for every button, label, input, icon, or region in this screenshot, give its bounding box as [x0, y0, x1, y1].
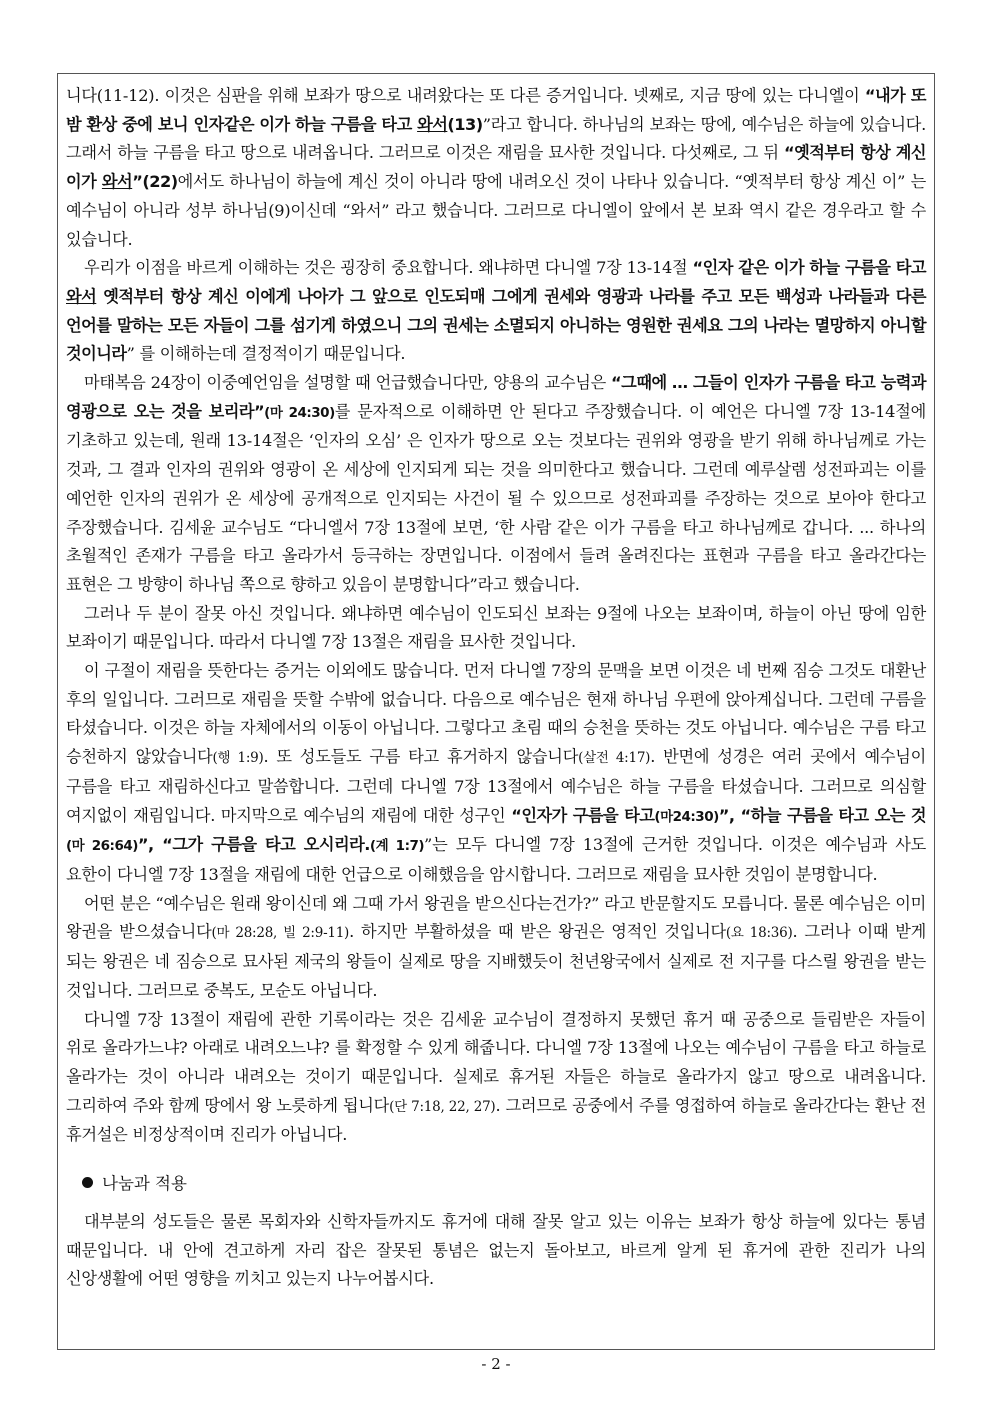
text-run: . 하지만 부활하셨을 때 받은 왕권은 영적인 것입니다 — [349, 922, 726, 942]
text-run: . 그러므로 공중에서 주를 영접하여 하늘로 올라간다는 환난 전 휴거설은 비정상적이며 진리가 아닙니다. — [66, 1095, 926, 1145]
bold-reference: ”(22) — [132, 172, 178, 192]
text-run: 니다(11-12). 이것은 심판을 위해 보좌가 땅으로 내려왔다는 또 다른 증거입니다. 넷째로, 지금 땅에 있는 다니엘이 — [66, 86, 865, 105]
bold-quote: “내가 또 밤 환상 중에 보니 인자같은 이가 하늘 구름을 타고 — [66, 86, 926, 134]
underlined-word: 와서 — [101, 172, 133, 192]
text-run: 우리가 이점을 바르게 이해하는 것은 굉장히 중요합니다. 왜냐하면 다니엘 7장 13-14절 — [84, 258, 693, 278]
bold-quote: “인자가 구름을 타고 — [511, 805, 655, 825]
bible-reference: (단 7:18, 22, 27) — [389, 1098, 496, 1115]
text-run: ” 를 이해하는데 결정적이기 때문입니다. — [126, 344, 406, 364]
bullet-icon — [82, 1177, 93, 1188]
underlined-word: 와서 — [417, 114, 448, 134]
paragraph-5 — [66, 657, 926, 890]
text-run: ”라고 합니다. 하나님의 보좌는 땅에, 예수님은 하늘에 있습니다. 그래서 하늘 구름을 타고 땅으로 내려옵니다. 그러므로 이것은 재림을 묘사한 것입니다. 다섯째로, 그 뒤 — [66, 114, 926, 163]
section-title: 나눔과 적용 — [102, 1174, 187, 1194]
paragraph-6 — [66, 890, 926, 1006]
bible-reference: (마24:30) — [654, 808, 719, 825]
text-run: ”는 모두 다니엘 7장 13절에 근거한 것입니다. 이것은 예수님과 사도 요한이 다니엘 7장 13절을 재림에 대한 언급으로 이해했음을 암시합니다. 그러므로 재림을 묘사한 것임이 분명합니다. — [66, 835, 926, 884]
application-paragraph — [66, 1208, 926, 1294]
text-run: 다니엘 7장 13절이 재림에 관한 기록이라는 것은 김세윤 교수님이 결정하지 못했던 휴거 때 공중으로 들림받은 자들이 위로 올라가느냐? 아래로 내려오느냐? 를 확정할 수 있게 해줍니다. 다니엘 7장 13절에 나오는 예수님이 구름을 타고 하늘로 올라가는 것이 아니라 내려오는 것이기 때문입니다. 실제로 휴거된 자들은 하늘로 올라가지 않고 땅으로 내려옵니다. 그리하여 주와 함께 땅에서 왕 노릇하게 됩니다 — [66, 1009, 926, 1115]
bold-reference: (13) — [447, 114, 483, 134]
bible-reference: (계 1:7) — [369, 838, 425, 855]
text-run: 그러나 두 분이 잘못 아신 것입니다. 왜냐하면 예수님이 인도되신 보좌는 9절에 나오는 보좌이며, 하늘이 아닌 땅에 임한 보좌이기 때문입니다. 따라서 다니엘 7장 13절은 재림을 묘사한 것입니다. — [66, 603, 926, 652]
text-run: . 반면에 성경은 여러 곳에서 예수님이 구름을 타고 재림하신다고 말씀합니다. 그런데 다니엘 7장 13절에서 예수님은 하늘 구름을 타셨습니다. 그러므로 의심할 여지없이 재림입니다. 마지막으로 예수님의 재림에 대한 성구인 — [66, 747, 926, 825]
underlined-word: 와서 — [66, 286, 97, 306]
paragraph-4 — [66, 600, 926, 657]
bible-reference: (요 18:36) — [725, 925, 793, 942]
bible-reference: (마 26:64) — [66, 838, 138, 855]
text-run: 이 구절이 재림을 뜻한다는 증거는 이외에도 많습니다. 먼저 다니엘 7장의 문맥을 보면 이것은 네 번째 짐승 그것도 대환난 후의 일입니다. 그러므로 재림을 뜻할 수밖에 없습니다. 다음으로 예수님은 현재 하나님 우편에 앉아계십니다. 그런데 구름을 타셨습니다. 이것은 하늘 자체에서의 이동이 아닙니다. 그렇다고 초림 때의 승천을 뜻하는 것도 아닙니다. 예수님은 구름 타고 승천하지 않았습니다 — [66, 661, 926, 767]
text-run: 를 문자적으로 이해하면 안 된다고 주장했습니다. 이 예언은 다니엘 7장 13-14절에 기초하고 있는데, 원래 13-14절은 ‘인자의 오심’ 은 인자가 땅으로 오는 것보다는 권위와 영광을 받기 위해 하나님께로 가는 것과, 그 결과 인자의 권위와 영광이 온 세상에 인지되게 되는 것을 의미한다고 했습니다. 그런데 예루살렘 성전파괴는 이를 예언한 인자의 권위가 온 세상에 공개적으로 인지되는 사건이 될 수 있으므로 성전파괴를 주장하는 것으로 보아야 한다고 주장했습니다. 김세윤 교수님도 “다니엘서 7장 13절에 보면, ‘한 사람 같은 이가 구름을 타고 하나님께로 갑니다. ... 하나의 초월적인 존재가 구름을 타고 올라가서 등극하는 장면입니다. 이점에서 들려 올려진다는 표현과 구름을 타고 올라간다는 표현은 그 방향이 하나님 쪽으로 향하고 있음이 분명합니다”라고 했습니다. — [66, 401, 926, 594]
bold-quote: ”, “그가 구름을 타고 오시리라. — [137, 835, 370, 855]
bible-reference: (살전 4:17) — [578, 750, 651, 767]
text-run: 대부분의 성도들은 물론 목회자와 신학자들까지도 휴거에 대해 잘못 알고 있는 이유는 보좌가 항상 하늘에 있다는 통념 때문입니다. 내 안에 견고하게 자리 잡은 잘못된 통념은 없는지 돌아보고, 바르게 알게 된 휴거에 관한 진리가 나의 신앙생활에 어떤 영향을 끼치고 있는지 나누어봅시다. — [66, 1212, 926, 1289]
text-run: . 또 성도들도 구름 타고 휴거하지 않습니다 — [263, 747, 579, 767]
text-run: 어떤 분은 “예수님은 원래 왕이신데 왜 그때 가서 왕권을 받으신다는건가?” 라고 반문할지도 모릅니다. 물론 예수님은 이미 왕권을 받으셨습니다 — [66, 893, 926, 942]
document-body — [66, 82, 926, 1294]
text-run: . 그러나 이때 받게 되는 왕권은 네 짐승으로 묘사된 제국의 왕들이 실제로 땅을 지배했듯이 천년왕국에서 실제로 전 지구를 다스릴 왕권을 받는 것입니다. 그러므로 중복도, 모순도 아닙니다. — [66, 922, 926, 1000]
bible-reference: (마 24:30) — [264, 404, 335, 421]
text-run: 마태복음 24장이 이중예언임을 설명할 때 언급했습니다만, 양용의 교수님은 — [84, 373, 612, 393]
text-run: 에서도 하나님이 하늘에 계신 것이 아니라 땅에 내려오신 것이 나타나 있습니다. “옛적부터 항상 계신 이” 는 예수님이 아니라 성부 하나님(9)이신데 “와서” 라고 했습니다. 그러므로 다니엘이 앞에서 본 보좌 역시 같은 경우라고 할 수 있습니다. — [66, 172, 926, 249]
paragraph-1 — [66, 82, 926, 254]
bold-quote: “그때에 … 그들이 인자가 구름을 타고 능력과 영광으로 오는 것을 보리라” — [66, 373, 926, 421]
bold-quote: “인자 같은 이가 하늘 구름을 타고 — [692, 258, 926, 278]
bold-quote: ”, “하늘 구름을 타고 오는 것 — [718, 805, 926, 825]
page-number: - 2 - — [481, 1355, 511, 1373]
bible-reference: (마 28:28, 빌 2:9-11) — [211, 925, 350, 942]
paragraph-7 — [66, 1006, 926, 1151]
paragraph-2 — [66, 254, 926, 369]
bible-reference: (행 1:9) — [212, 750, 264, 767]
bold-quote: 옛적부터 항상 계신 이에게 나아가 그 앞으로 인도되매 그에게 권세와 영광과 나라를 주고 모든 백성과 나라들과 다른 언어를 말하는 모든 자들이 그를 섬기게 하였으니 그의 권세는 소멸되지 아니하는 영원한 권세요 그의 나라는 멸망하지 아니할 것이니라 — [66, 286, 926, 364]
paragraph-3 — [66, 369, 926, 600]
section-heading — [66, 1170, 926, 1198]
bold-quote: “옛적부터 항상 계신 이가 — [66, 143, 926, 192]
